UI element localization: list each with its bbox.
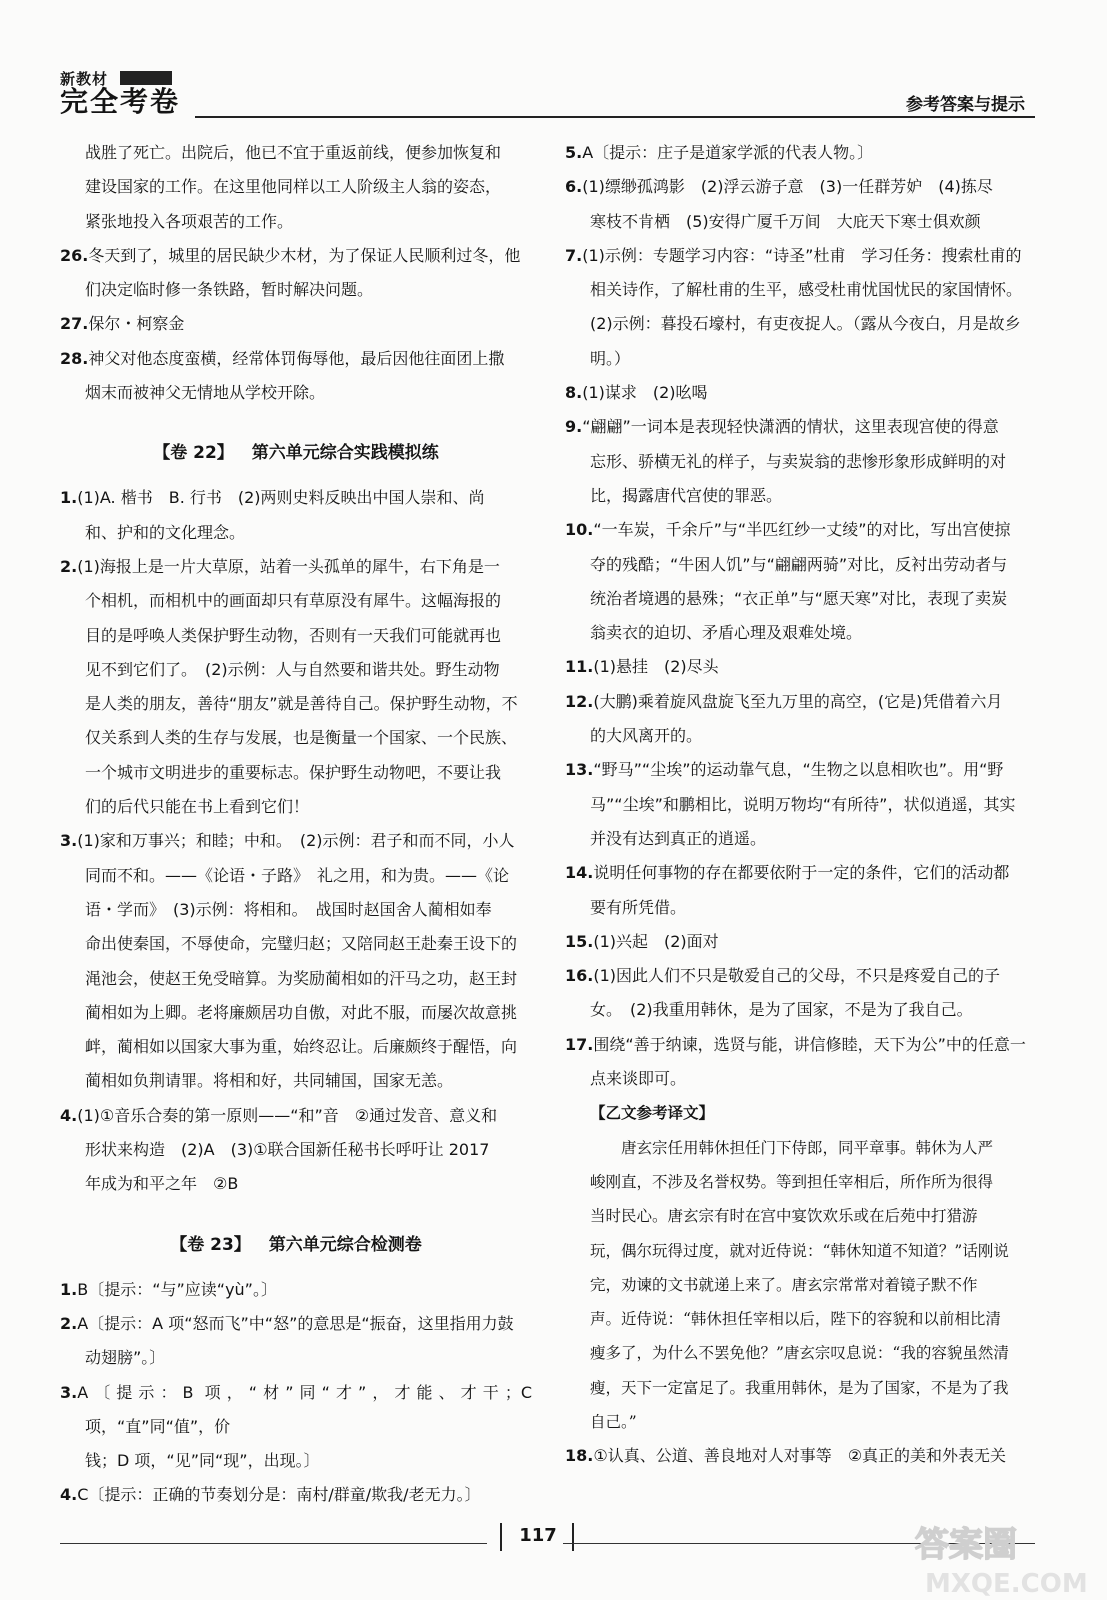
answer-continuation: 衅，蔺相如以国家大事为重，始终忍让。后廉颇终于醒悟，向 bbox=[85, 1037, 518, 1057]
question-number: 13. bbox=[565, 760, 594, 780]
answer-continuation: 女。 (2)我重用韩休，是为了国家，不是为了我自己。 bbox=[590, 1000, 973, 1020]
question-number: 1. bbox=[60, 1279, 78, 1299]
answer-text: C〔提示：正确的节奏划分是：南村/群童/欺我/老无力。〕 bbox=[77, 1485, 481, 1505]
translation-title: 【乙文参考译文】 bbox=[590, 1103, 715, 1123]
question-number: 10. bbox=[565, 520, 594, 540]
question-number: 16. bbox=[565, 966, 594, 986]
answer-continuation: 的大风离开的。 bbox=[590, 726, 703, 746]
answer-continuation: 个相机，而相机中的画面却只有草原没有犀牛。这幅海报的 bbox=[85, 591, 502, 611]
answer-continuation: 比，揭露唐代宫使的罪恶。 bbox=[590, 485, 783, 505]
translation-line: 自己。” bbox=[590, 1412, 637, 1431]
answer-item bbox=[565, 753, 1035, 787]
answer-item bbox=[565, 376, 1035, 410]
question-number: 3. bbox=[60, 831, 78, 851]
left-column bbox=[60, 136, 532, 1513]
answer-item bbox=[60, 481, 532, 515]
page-footer bbox=[60, 1515, 1035, 1555]
answer-text: A〔提示：庄子是道家学派的代表人物。〕 bbox=[582, 143, 874, 162]
answer-item bbox=[565, 136, 1035, 170]
answer-text: B〔提示：“与”应读“yù”。〕 bbox=[77, 1279, 277, 1299]
answer-item bbox=[60, 307, 532, 341]
translation-line: 声。近侍说：“韩休担任宰相以后，陛下的容貌和以前相比清 bbox=[590, 1310, 1001, 1329]
answer-continuation: 动翅膀”。〕 bbox=[85, 1348, 166, 1368]
question-number: 15. bbox=[565, 931, 594, 951]
answer-continuation: 相关诗作，了解杜甫的生平，感受杜甫忧国忧民的家国情怀。 bbox=[590, 280, 1023, 300]
question-number: 4. bbox=[60, 1105, 78, 1125]
watermark-text: 答案圈 bbox=[915, 1525, 1017, 1565]
answer-item bbox=[565, 239, 1035, 273]
answer-text: (1)缥缈孤鸿影 (2)浮云游子意 (3)一任群芳妒 (4)拣尽 bbox=[582, 177, 993, 197]
answer-text: (1)A. 楷书 B. 行书 (2)两则史料反映出中国人崇和、尚 bbox=[77, 488, 485, 508]
answer-18 bbox=[565, 1439, 1035, 1473]
answer-item bbox=[60, 550, 532, 584]
header-rule bbox=[195, 116, 1035, 118]
translation-block bbox=[565, 1096, 1035, 1439]
section-heading-23 bbox=[60, 1230, 532, 1255]
brand-small: 新教材 bbox=[60, 70, 109, 88]
translation-body bbox=[565, 1131, 1035, 1440]
answer-item bbox=[565, 170, 1035, 204]
answer-continuation: 寒枝不肯栖 (5)安得广厦千万间 大庇天下寒士俱欢颜 bbox=[590, 211, 981, 231]
answer-continuation: 同而不和。——《论语・子路》 礼之用，和为贵。——《论 bbox=[85, 865, 510, 885]
question-number: 12. bbox=[565, 691, 594, 711]
question-number: 2. bbox=[60, 556, 78, 576]
answer-text: “一车炭，千余斤”与“半匹红纱一丈绫”的对比，写出宫使掠 bbox=[593, 520, 1011, 540]
answers-5-17 bbox=[565, 136, 1035, 1096]
question-number: 27. bbox=[60, 314, 89, 334]
answer-continuation: 年成为和平之年 ②B bbox=[85, 1174, 239, 1194]
answer-item bbox=[60, 239, 532, 273]
answer-text: (1)家和万事兴；和睦；中和。 (2)示例：君子和而不同，小人 bbox=[77, 831, 515, 851]
question-number: 28. bbox=[60, 348, 89, 368]
answer-text: (1)悬挂 (2)尽头 bbox=[593, 657, 719, 677]
translation-line: 瘦，天下一定富足了。我重用韩休，是为了国家，不是为了我 bbox=[590, 1378, 1009, 1397]
question-number: 4. bbox=[60, 1485, 78, 1505]
answer-continuation: 们决定临时修一条铁路，暂时解决问题。 bbox=[85, 280, 374, 300]
question-number: 2. bbox=[60, 1313, 78, 1333]
section-title: 第六单元综合检测卷 bbox=[268, 1234, 422, 1255]
text-line: 战胜了死亡。出院后，他已不宜于重返前线，便参加恢复和 bbox=[85, 143, 502, 162]
translation-line: 瘦多了，为什么不罢免他？”唐玄宗叹息说：“我的容貌虽然清 bbox=[590, 1344, 1009, 1363]
answer-continuation: 仅关系到人类的生存与发展，也是衡量一个国家、一个民族、 bbox=[85, 728, 518, 748]
answer-continuation: 统治者境遇的悬殊；“衣正单”与“愿天寒”对比，表现了卖炭 bbox=[590, 588, 1008, 608]
answer-item bbox=[565, 1028, 1035, 1062]
question-number: 17. bbox=[565, 1034, 594, 1054]
translation-line: 玩，偶尔玩得过度，就对近侍说：“韩休知道不知道？”话刚说 bbox=[590, 1241, 1009, 1260]
watermark-url: MXQE.COM bbox=[925, 1569, 1088, 1598]
page-header bbox=[60, 68, 1035, 118]
header-title: 参考答案与提示 bbox=[906, 95, 1025, 115]
answer-item bbox=[60, 342, 532, 376]
answer-text: (1)因此人们不只是敬爱自己的父母，不只是疼爱自己的子 bbox=[593, 966, 1001, 986]
answer-continuation: 忘形、骄横无礼的样子，与卖炭翁的悲惨形象形成鲜明的对 bbox=[590, 451, 1007, 471]
answer-item bbox=[60, 1307, 532, 1341]
text-line: 建设国家的工作。在这里他同样以工人阶级主人翁的姿态， bbox=[85, 177, 502, 197]
answer-item bbox=[565, 513, 1035, 547]
footer-bar-right bbox=[572, 1523, 574, 1551]
answer-continuation: 要有所凭借。 bbox=[590, 897, 687, 917]
answer-continuation: 见不到它们了。 (2)示例：人与自然要和谐共处。野生动物 bbox=[85, 659, 500, 679]
question-number: 14. bbox=[565, 863, 594, 883]
answer-text: A〔提示：B 项，“材”同“才”，才能、才干；C 项，“直”同“值”，价 bbox=[77, 1382, 532, 1436]
answer-text: “翩翩”一词本是表现轻快潇洒的情状，这里表现宫使的得意 bbox=[582, 417, 999, 437]
answer-continuation: 点来谈即可。 bbox=[590, 1069, 687, 1089]
question-number: 7. bbox=[565, 245, 583, 265]
answer-continuation: 烟末而被神父无情地从学校开除。 bbox=[85, 383, 326, 403]
answer-continuation: 形状来构造 (2)A (3)①联合国新任秘书长呼吁让 2017 bbox=[85, 1140, 490, 1160]
answer-text: A〔提示：A 项“怒而飞”中“怒”的意思是“振奋，这里指用力鼓 bbox=[77, 1313, 514, 1333]
answer-text: (1)示例：专题学习内容：“诗圣”杜甫 学习任务：搜索杜甫的 bbox=[582, 245, 1022, 265]
answer-text: (1)兴起 (2)面对 bbox=[593, 931, 719, 951]
question-number: 1. bbox=[60, 488, 78, 508]
right-column bbox=[565, 136, 1035, 1474]
translation-line: 完，劝谏的文书就递上来了。唐玄宗常常对着镜子默不作 bbox=[590, 1275, 978, 1294]
brand-logo: 完全考卷 bbox=[60, 85, 181, 118]
question-number: 26. bbox=[60, 245, 89, 265]
answer-continuation: 明。） bbox=[590, 348, 631, 368]
answer-continuation: (2)示例：暮投石壕村，有吏夜捉人。（露从今夜白，月是故乡 bbox=[590, 314, 1021, 334]
answer-item bbox=[565, 685, 1035, 719]
brand-mark bbox=[120, 71, 172, 85]
answers-25-28 bbox=[60, 239, 532, 410]
answer-continuation: 并没有达到真正的逍遥。 bbox=[590, 828, 767, 848]
answer-continuation: 目的是呼唤人类保护野生动物，否则有一天我们可能就再也 bbox=[85, 625, 502, 645]
answer-continuation: 蔺相如负荆请罪。将相和好，共同辅国，国家无恙。 bbox=[85, 1071, 454, 1091]
answer-continuation: 们的后代只能在书上看到它们！ bbox=[85, 797, 310, 817]
question-number: 9. bbox=[565, 417, 583, 437]
answer-text: (1)海报上是一片大草原，站着一头孤单的犀牛，右下角是一 bbox=[77, 556, 500, 576]
footer-rule-left bbox=[60, 1543, 487, 1544]
watermark-logo bbox=[905, 1518, 1095, 1598]
answer-continuation: 钱；D 项，“见”同“现”，出现。〕 bbox=[85, 1451, 320, 1471]
answer-item bbox=[565, 925, 1035, 959]
question-number: 11. bbox=[565, 657, 594, 677]
answer-item bbox=[60, 1273, 532, 1307]
answer-item bbox=[565, 959, 1035, 993]
answer-text: (1)谋求 (2)吆喝 bbox=[582, 383, 708, 403]
intro-continuation bbox=[60, 136, 532, 239]
section-title: 第六单元综合实践模拟练 bbox=[251, 443, 439, 464]
question-number: 6. bbox=[565, 177, 583, 197]
answer-text: ①认真、公道、善良地对人对事等 ②真正的美和外表无关 bbox=[593, 1446, 1007, 1466]
answer-continuation: 马”“尘埃”和鹏相比，说明万物均“有所待”，状似逍遥，其实 bbox=[590, 794, 1016, 814]
answer-text: 冬天到了，城里的居民缺少木材，为了保证人民顺利过冬，他 bbox=[88, 245, 521, 265]
section-label: 【卷 22】 bbox=[153, 443, 234, 464]
answer-continuation: 一个城市文明进步的重要标志。保护野生动物吧，不要让我 bbox=[85, 762, 502, 782]
answer-item bbox=[60, 1099, 532, 1133]
answer-continuation: 语・学而》 (3)示例：将相和。 战国时赵国舍人蔺相如奉 bbox=[85, 899, 492, 919]
answer-item bbox=[565, 650, 1035, 684]
answer-item bbox=[565, 1439, 1035, 1473]
section-label: 【卷 23】 bbox=[170, 1234, 251, 1255]
section-23-answers bbox=[60, 1273, 532, 1513]
answer-continuation: 翁卖衣的迫切、矛盾心理及艰难处境。 bbox=[590, 623, 863, 643]
answer-continuation: 命出使秦国，不辱使命，完璧归赵；又陪同赵王赴秦王设下的 bbox=[85, 934, 518, 954]
answer-text: “野马”“尘埃”的运动靠气息，“生物之以息相吹也”。用“野 bbox=[593, 760, 1004, 780]
question-number: 18. bbox=[565, 1446, 594, 1466]
question-number: 3. bbox=[60, 1382, 78, 1402]
answer-continuation: 渑池会，使赵王免受暗算。为奖励蔺相如的汗马之功，赵王封 bbox=[85, 968, 518, 988]
translation-line: 峻刚直，不涉及名誉权势。等到担任宰相后，所作所为很得 bbox=[590, 1172, 994, 1191]
translation-line: 当时民心。唐玄宗有时在宫中宴饮欢乐或在后苑中打猎游 bbox=[590, 1207, 978, 1226]
answer-text: 保尔・柯察金 bbox=[88, 314, 185, 334]
answer-continuation: 夺的残酷；“牛困人饥”与“翩翩两骑”对比，反衬出劳动者与 bbox=[590, 554, 1008, 574]
answer-text: 围绕“善于纳谏，选贤与能，讲信修睦，天下为公”中的任意一 bbox=[593, 1034, 1026, 1054]
question-number: 5. bbox=[565, 143, 583, 162]
answer-text: (大鹏)乘着旋风盘旋飞至九万里的高空，(它是)凭借着六月 bbox=[593, 691, 1003, 711]
page-number: 117 bbox=[519, 1525, 557, 1546]
section-22-answers bbox=[60, 481, 532, 1201]
answer-continuation: 和、护和的文化理念。 bbox=[85, 522, 246, 542]
answer-item bbox=[60, 1376, 532, 1445]
answer-text: (1)①音乐合奏的第一原则——“和”音 ②通过发音、意义和 bbox=[77, 1105, 498, 1125]
answer-item bbox=[60, 824, 532, 858]
question-number: 8. bbox=[565, 383, 583, 403]
answer-continuation: 是人类的朋友，善待“朋友”就是善待自己。保护野生动物，不 bbox=[85, 694, 518, 714]
translation-line: 唐玄宗任用韩休担任门下侍郎，同平章事。韩休为人严 bbox=[621, 1138, 994, 1157]
section-heading-22 bbox=[60, 438, 532, 463]
footer-bar-left bbox=[500, 1523, 502, 1551]
answer-continuation: 蔺相如为上卿。老将廉颇居功自傲，对此不服，而屡次故意挑 bbox=[85, 1002, 518, 1022]
answer-item bbox=[565, 410, 1035, 444]
answer-item bbox=[60, 1478, 532, 1512]
text-line: 紧张地投入各项艰苦的工作。 bbox=[85, 211, 294, 231]
answer-text: 神父对他态度蛮横，经常体罚侮辱他，最后因他往面团上撒 bbox=[88, 348, 505, 368]
answer-item bbox=[565, 856, 1035, 890]
answer-text: 说明任何事物的存在都要依附于一定的条件，它们的活动都 bbox=[593, 863, 1010, 883]
